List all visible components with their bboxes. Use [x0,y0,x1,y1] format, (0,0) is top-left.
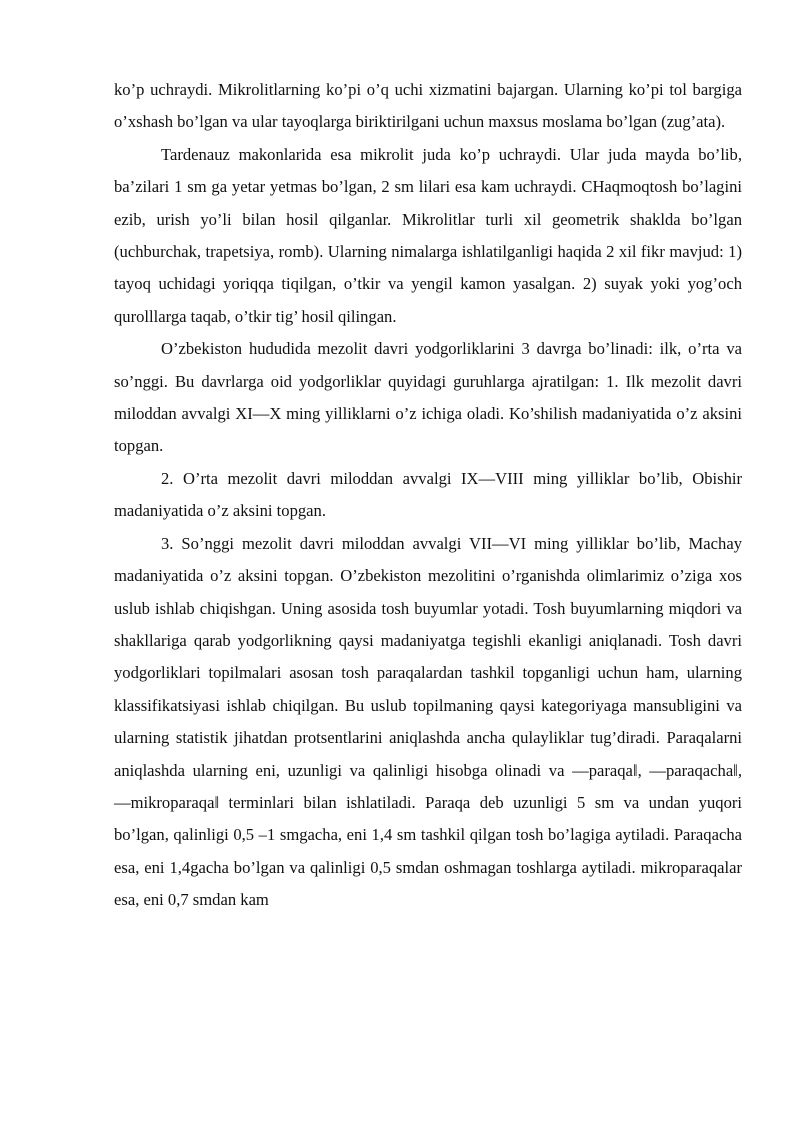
paragraph-middle-mesolithic: 2. O’rta mezolit davri miloddan avvalgi IX—VIII ming yilliklar bo’lib, Obishir madaniyatida o’z aksini topgan. [114,468,742,521]
paragraph-mesolithic-periods: O’zbekiston hududida mezolit davri yodgorliklarini 3 davrga bo’linadi: ilk, o’rta va so’nggi. Bu davrlarga oid yodgorliklar quyidagi guruhlarga ajratilgan: 1. Ilk mezolit davri miloddan avvalgi XI—X ming yilliklarni o’z ichiga oladi. Ko’shilish madaniyatida o’z aksini topgan. [114,339,742,456]
document-page [114,74,742,917]
paragraph-microliths-continued: ko’p uchraydi. Mikrolitlarning ko’pi o’q uchi xizmatini bajargan. Ularning ko’pi tol bargiga o’xshash bo’lgan va ular tayoqlarga biriktirilgani uchun maxsus moslama bo’lgan (zug’ata). [114,80,742,132]
paragraph-tardenoise-sites: Tardenauz makonlarida esa mikrolit juda ko’p uchraydi. Ular juda mayda bo’lib, ba’zilari 1 sm ga yetar yetmas bo’lgan, 2 sm lilari esa kam uchraydi. CHaqmoqtosh bo’lagini ezib, urish yo’li bilan hosil qilganlar. Mikrolitlar turli xil geometrik shaklda bo’lgan (uchburchak, trapetsiya, romb). Ularning nimalarga ishlatilganligi haqida 2 xil fikr mavjud: 1) tayoq uchidagi yoriqqa tiqilgan, o’tkir va yengil kamon yasalgan. 2) suyak yoki yog’och qurolllarga taqab, o’tkir tig’ hosil qilingan. [114,144,742,326]
paragraph-late-mesolithic: 3. So’nggi mezolit davri miloddan avvalgi VII—VI ming yilliklar bo’lib, Machay madaniyatida o’z aksini topgan. O’zbekiston mezolitini o’rganishda olimlarimiz o’ziga xos uslub ishlab chiqishgan. Uning asosida tosh buyumlar yotadi. Tosh buyumlarning miqdori va shakllariga qarab yodgorlikning qaysi madaniyatga tegishli ekanligi aniqlanadi. Tosh davri yodgorliklari topilmalari asosan tosh paraqalardan tashkil topganligi uchun ham, ularning klassifikatsiyasi ishlab chiqilgan. Bu uslub topilmaning qaysi kategoriyaga mansubligini va ularning statistik jihatdan protsentlarini aniqlashda ancha qulayliklar tug’diradi. Paraqalarni aniqlashda ularning eni, uzunligi va qalinligi hisobga olinadi va ―paraqa‖, ―paraqacha‖, ―mikroparaqa‖ terminlari bilan ishlatiladi. Paraqa deb uzunligi 5 sm va undan yuqori bo’lgan, qalinligi 0,5 –1 smgacha, eni 1,4 sm tashkil qilgan tosh bo’lagiga aytiladi. Paraqacha esa, eni 1,4gacha bo’lgan va qalinligi 0,5 smdan oshmagan toshlarga aytiladi. mikroparaqalar esa, eni 0,7 smdan kam [114,533,742,910]
